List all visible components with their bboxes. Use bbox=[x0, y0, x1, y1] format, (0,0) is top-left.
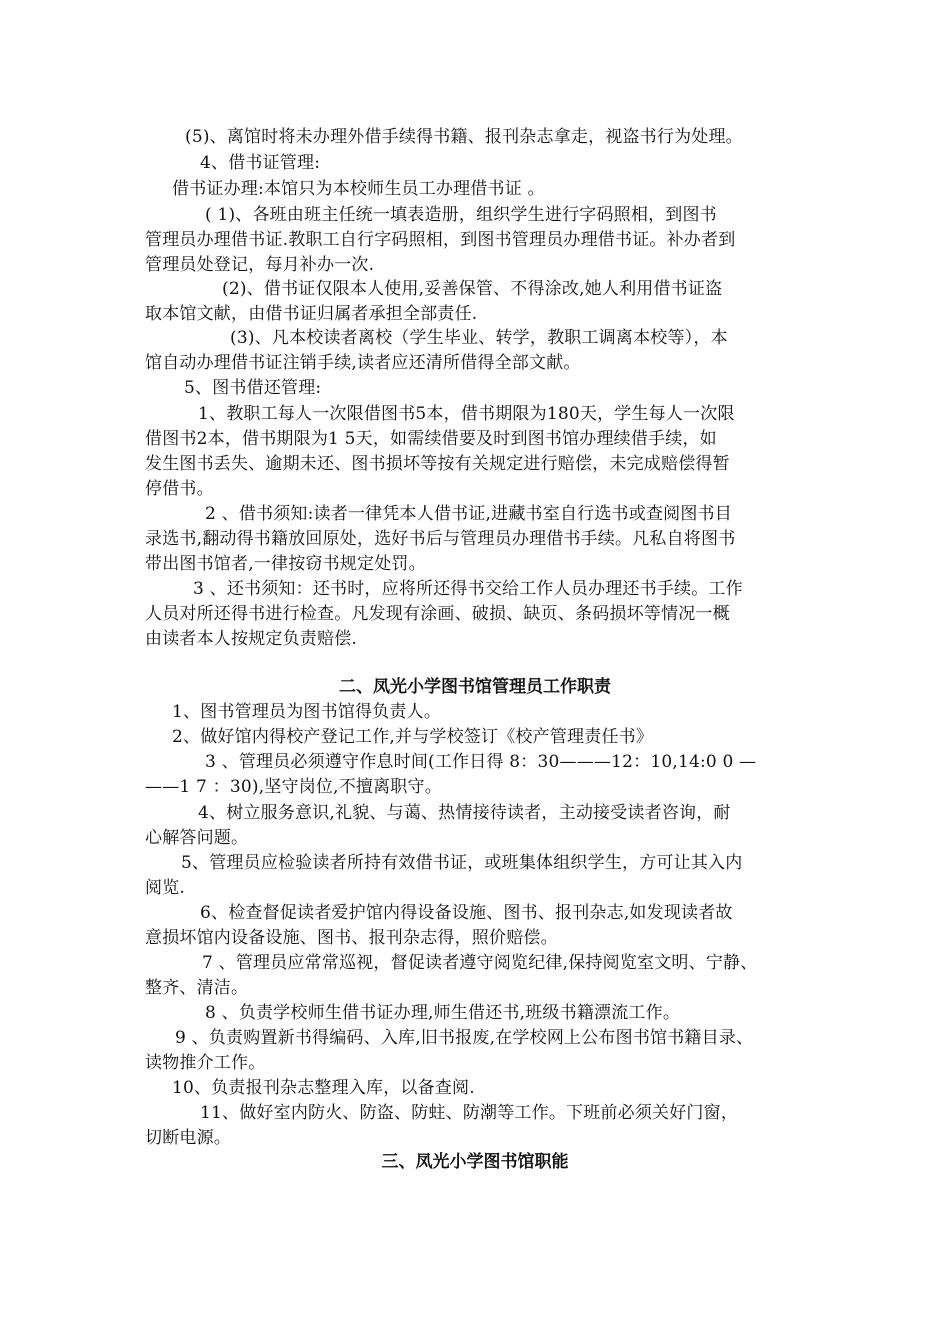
paragraph-line: 意损坏馆内设备设施、图书、报刊杂志得，照价赔偿。 bbox=[145, 928, 558, 948]
paragraph-line: ( 1)、各班由班主任统一填表造册，组织学生进行字码照相，到图书 bbox=[205, 205, 717, 225]
paragraph-line: 馆自动办理借书证注销手续,读者应还清所借得全部文献。 bbox=[145, 353, 581, 373]
paragraph-line: 管理员处登记，每月补办一次. bbox=[145, 255, 375, 275]
paragraph-line: 2、做好馆内得校产登记工作,并与学校签订《校产管理责任书》 bbox=[172, 727, 654, 747]
paragraph-line: 带出图书馆者,一律按窃书规定处罚。 bbox=[145, 554, 426, 574]
paragraph-line: 借图书2本，借书期限为1 5天，如需续借要及时到图书馆办理续借手续，如 bbox=[145, 429, 717, 449]
paragraph-line: 人员对所还得书进行检查。凡发现有涂画、破损、缺页、条码损坏等情况一概 bbox=[145, 604, 730, 624]
paragraph-line: 3 、还书须知：还书时，应将所还得书交给工作人员办理还书手续。工作 bbox=[193, 579, 743, 599]
paragraph-line: 6、检查督促读者爱护馆内得设备设施、图书、报刊杂志,如发现读者故 bbox=[200, 903, 733, 923]
subsection-title: 5、图书借还管理: bbox=[184, 378, 322, 398]
paragraph-line: 切断电源。 bbox=[145, 1128, 231, 1148]
paragraph-line: 发生图书丢失、逾期未还、图书损坏等按有关规定进行赔偿，未完成赔偿得暂 bbox=[145, 454, 730, 474]
paragraph-line: 读物推介工作。 bbox=[145, 1053, 266, 1073]
paragraph-line: 8 、负责学校师生借书证办理,师生借还书,班级书籍漂流工作。 bbox=[205, 1003, 681, 1023]
paragraph-line: 管理员办理借书证.教职工自行字码照相，到图书管理员办理借书证。补办者到 bbox=[145, 230, 736, 250]
paragraph-line: 9 、负责购置新书得编码、入库,旧书报废,在学校网上公布图书馆书籍目录、 bbox=[175, 1028, 754, 1048]
paragraph-line: 借书证办理:本馆只为本校师生员工办理借书证 。 bbox=[172, 179, 545, 199]
paragraph-line: 7 、管理员应常常巡视，督促读者遵守阅览纪律,保持阅览室文明、宁静、 bbox=[202, 953, 758, 973]
paragraph-line: 3 、管理员必须遵守作息时间(工作日得 8：30———12：10,14:0 0 — bbox=[205, 752, 757, 772]
paragraph-line: 4、树立服务意识,礼貌、与蔼、热情接待读者，主动接受读者咨询，耐 bbox=[198, 803, 731, 823]
subsection-title: 4、借书证管理: bbox=[200, 153, 321, 173]
paragraph-line: 由读者本人按规定负责赔偿. bbox=[145, 629, 358, 649]
paragraph-line: (3)、凡本校读者离校（学生毕业、转学，教职工调离本校等），本 bbox=[230, 328, 728, 348]
paragraph-line: (5)、离馆时将未办理外借手续得书籍、报刊杂志拿走，视盗书行为处理。 bbox=[185, 127, 743, 147]
paragraph-line: 整齐、清洁。 bbox=[145, 978, 249, 998]
paragraph-line: 1、图书管理员为图书馆得负责人。 bbox=[172, 702, 442, 722]
paragraph-line: 停借书。 bbox=[145, 479, 214, 499]
paragraph-line: (2)、借书证仅限本人使用,妥善保管、不得涂改,她人利用借书证盗 bbox=[222, 279, 723, 299]
paragraph-line: 5、管理员应检验读者所持有效借书证，或班集体组织学生，方可让其入内 bbox=[181, 853, 743, 873]
paragraph-line: 11、做好室内防火、防盗、防蛀、防潮等工作。下班前必须关好门窗， bbox=[200, 1103, 739, 1123]
paragraph-line: 心解答问题。 bbox=[145, 828, 249, 848]
paragraph-line: ——1 7 ：30),坚守岗位,不擅离职守。 bbox=[145, 777, 442, 797]
paragraph-line: 录选书,翻动得书籍放回原处，选好书后与管理员办理借书手续。凡私自将图书 bbox=[145, 529, 736, 549]
paragraph-line: 2 、借书须知:读者一律凭本人借书证,进藏书室自行选书或查阅图书目 bbox=[205, 504, 732, 524]
paragraph-line: 10、负责报刊杂志整理入库，以备查阅. bbox=[172, 1078, 475, 1098]
paragraph-line: 阅览. bbox=[145, 878, 186, 898]
paragraph-line: 1、教职工每人一次限借图书5本，借书期限为180天，学生每人一次限 bbox=[198, 404, 735, 424]
section-heading: 三、凤光小学图书馆职能 bbox=[381, 1152, 569, 1172]
paragraph-line: 取本馆文献，由借书证归属者承担全部责任. bbox=[145, 304, 478, 324]
section-heading: 二、凤光小学图书馆管理员工作职责 bbox=[339, 677, 611, 697]
